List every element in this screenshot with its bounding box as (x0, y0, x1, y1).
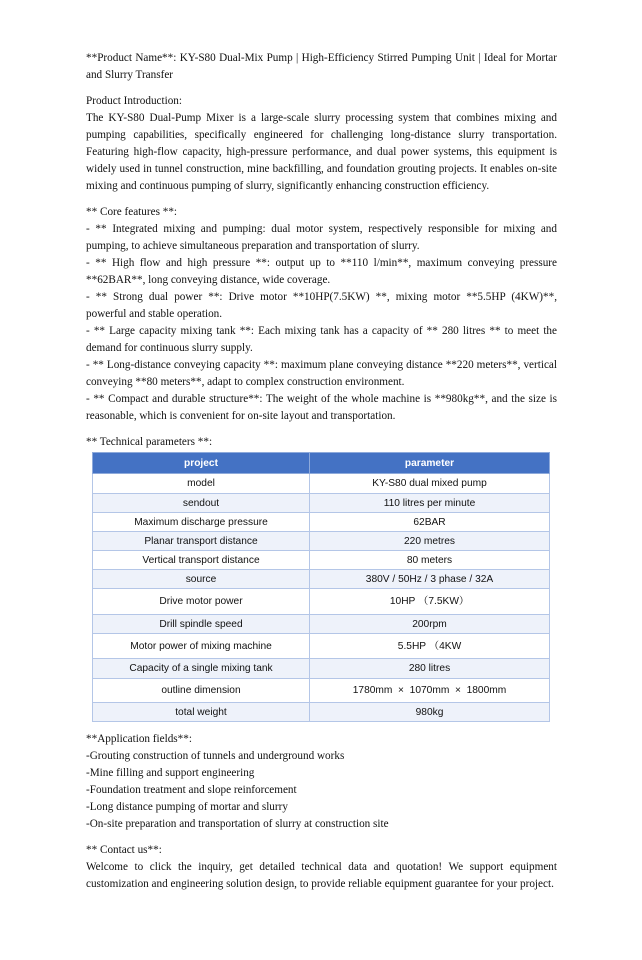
contact-body: Welcome to click the inquiry, get detailed technical data and quotation! We support equipment customization and engineering solution design, to provide reliable equipment guarantee for your project. (86, 861, 557, 890)
table-cell-project: outline dimension (93, 679, 310, 703)
application-item: -Grouting construction of tunnels and underground works (86, 750, 345, 762)
column-header-project: project (93, 453, 310, 474)
table-cell-project: Drill spindle speed (93, 615, 310, 634)
product-name: **Product Name**: KY-S80 Dual-Mix Pump | High-Efficiency Stirred Pumping Unit | Ideal for Mortar and Slurry Transfer (86, 52, 557, 81)
table-cell-project: Capacity of a single mixing tank (93, 659, 310, 679)
table-cell-parameter: 10HP （7.5KW） (310, 589, 550, 615)
table-row (93, 679, 550, 703)
table-header-row (93, 453, 550, 474)
table-row (93, 634, 550, 659)
application-item: -Long distance pumping of mortar and slurry (86, 801, 288, 813)
table-cell-project: sendout (93, 494, 310, 513)
table-cell-parameter: 380V / 50Hz / 3 phase / 32A (310, 570, 550, 589)
feature-item: - ** Long-distance conveying capacity **: maximum plane conveying distance **220 meters**, vertical conveying **80 meters**, adapt to complex construction environment. (86, 359, 557, 388)
feature-item: - ** High flow and high pressure **: output up to **110 l/min**, maximum conveying pressure **62BAR**, long conveying distance, wide coverage. (86, 257, 557, 286)
tech-parameters-table (92, 452, 550, 722)
intro-heading: Product Introduction: (86, 95, 183, 107)
table-row (93, 551, 550, 570)
table-cell-parameter: 110 litres per minute (310, 494, 550, 513)
table-row (93, 474, 550, 494)
feature-item: - ** Integrated mixing and pumping: dual motor system, respectively responsible for mixing and pumping, to achieve simultaneous preparation and transportation of slurry. (86, 223, 557, 252)
table-cell-parameter: 5.5HP （4KW (310, 634, 550, 659)
document-content (86, 50, 557, 893)
table-cell-project: Motor power of mixing machine (93, 634, 310, 659)
application-item: -On-site preparation and transportation of slurry at construction site (86, 818, 389, 830)
table-cell-parameter: 980kg (310, 703, 550, 722)
table-body (93, 474, 550, 722)
table-cell-project: total weight (93, 703, 310, 722)
table-cell-project: source (93, 570, 310, 589)
table-cell-parameter: 1780mm × 1070mm × 1800mm (310, 679, 550, 703)
column-header-parameter: parameter (310, 453, 550, 474)
table-row (93, 513, 550, 532)
table-row (93, 703, 550, 722)
table-row (93, 589, 550, 615)
table-row (93, 532, 550, 551)
feature-item: - ** Large capacity mixing tank **: Each mixing tank has a capacity of ** 280 litres ** to meet the demand for continuous slurry supply. (86, 325, 557, 354)
table-cell-parameter: 280 litres (310, 659, 550, 679)
feature-item: - ** Compact and durable structure**: The weight of the whole machine is **980kg**, and the size is reasonable, which is convenient for on-site layout and transportation. (86, 393, 557, 422)
feature-item: - ** Strong dual power **: Drive motor **10HP(7.5KW) **, mixing motor **5.5HP (4KW)**, powerful and stable operation. (86, 291, 557, 320)
contact-heading: ** Contact us**: (86, 844, 162, 856)
table-row (93, 615, 550, 634)
table-cell-project: Vertical transport distance (93, 551, 310, 570)
tech-heading: ** Technical parameters **: (86, 436, 213, 448)
application-item: -Mine filling and support engineering (86, 767, 255, 779)
table-row (93, 570, 550, 589)
table-cell-project: model (93, 474, 310, 494)
table-cell-parameter: KY-S80 dual mixed pump (310, 474, 550, 494)
table-cell-project: Planar transport distance (93, 532, 310, 551)
table-cell-parameter: 220 metres (310, 532, 550, 551)
applications-heading: **Application fields**: (86, 733, 192, 745)
table-cell-project: Maximum discharge pressure (93, 513, 310, 532)
table-cell-parameter: 62BAR (310, 513, 550, 532)
applications-list (86, 748, 557, 833)
table-cell-project: Drive motor power (93, 589, 310, 615)
application-item: -Foundation treatment and slope reinforcement (86, 784, 297, 796)
table-row (93, 494, 550, 513)
intro-body: The KY-S80 Dual-Pump Mixer is a large-scale slurry processing system that combines mixing and pumping capabilities, specifically engineered for challenging long-distance slurry transportation. Featuring high-flow capacity, high-pressure performance, and dual power systems, this equipment is widely used in tunnel construction, mine backfilling, and foundation grouting projects. It enables on-site mixing and continuous pumping of slurry, significantly enhancing construction efficiency. (86, 112, 557, 192)
features-heading: ** Core features **: (86, 206, 178, 218)
features-list (86, 221, 557, 425)
table-cell-parameter: 80 meters (310, 551, 550, 570)
table-cell-parameter: 200rpm (310, 615, 550, 634)
table-row (93, 659, 550, 679)
